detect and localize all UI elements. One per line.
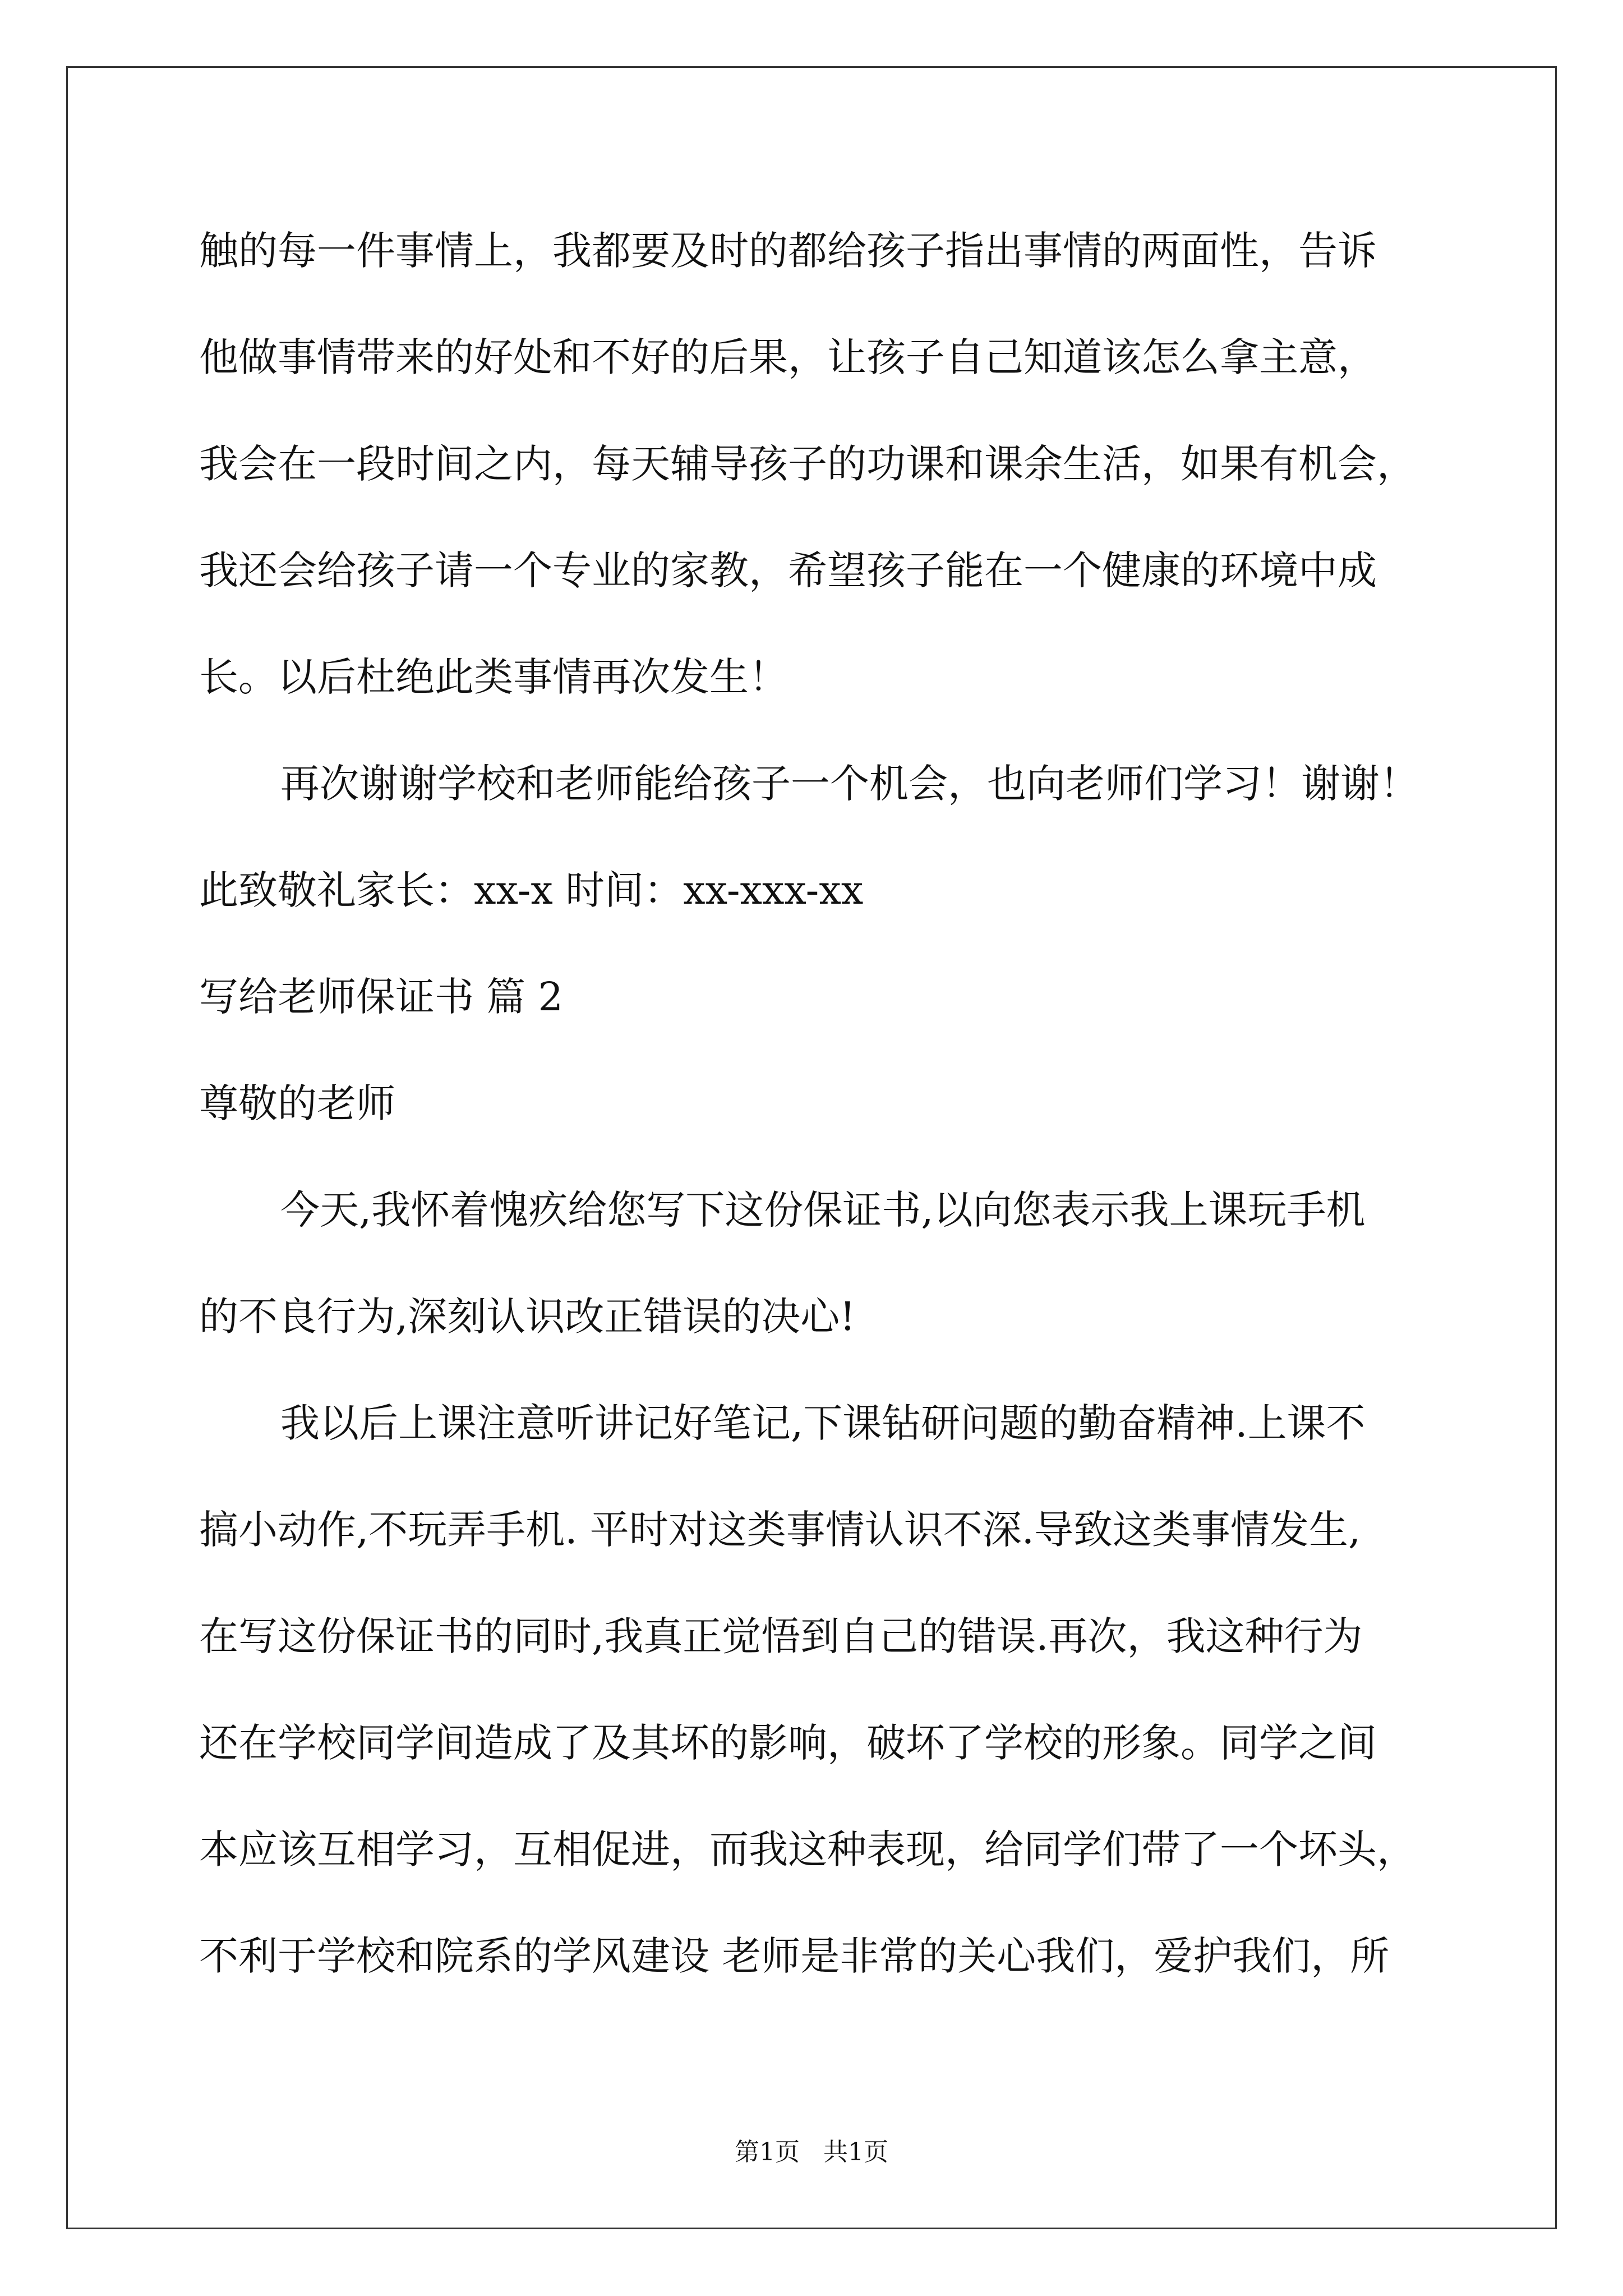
section-heading: 写给老师保证书 篇 2 bbox=[199, 974, 564, 1020]
paragraph-first-line: 再次谢谢学校和老师能给孩子一个机会，也向老师们学习！谢谢！ bbox=[280, 761, 1419, 807]
closing-line: 此致敬礼家长：xx-x 时间：xx-xxx-xx bbox=[199, 867, 864, 913]
body-line: 不利于学校和院系的学风建设 老师是非常的关心我们，爱护我们，所 bbox=[199, 1933, 1390, 1979]
body-line: 本应该互相学习，互相促进，而我这种表现，给同学们带了一个坏头， bbox=[199, 1826, 1416, 1872]
body-line: 还在学校同学间造成了及其坏的影响，破坏了学校的形象。同学之间 bbox=[199, 1720, 1377, 1766]
paragraph-first-line: 我以后上课注意听讲记好笔记,下课钻研问题的勤奋精神.上课不 bbox=[280, 1400, 1366, 1446]
paragraph-first-line: 今天,我怀着愧疚给您写下这份保证书,以向您表示我上课玩手机 bbox=[280, 1187, 1366, 1233]
salutation: 尊敬的老师 bbox=[199, 1080, 395, 1126]
page-number-footer: 第1页 共1页 bbox=[735, 2138, 888, 2166]
body-line: 在写这份保证书的同时,我真正觉悟到自己的错误.再次，我这种行为 bbox=[199, 1613, 1363, 1659]
body-line: 搞小动作,不玩弄手机. 平时对这类事情认识不深.导致这类事情发生, bbox=[199, 1507, 1361, 1553]
page-border bbox=[66, 66, 1557, 2229]
body-line: 触的每一件事情上，我都要及时的都给孩子指出事情的两面性，告诉 bbox=[199, 228, 1377, 274]
body-line: 我还会给孩子请一个专业的家教，希望孩子能在一个健康的环境中成 bbox=[199, 547, 1377, 593]
body-line: 我会在一段时间之内，每天辅导孩子的功课和课余生活，如果有机会， bbox=[199, 441, 1416, 487]
body-line: 长。以后杜绝此类事情再次发生！ bbox=[199, 654, 788, 700]
body-line: 的不良行为,深刻认识改正错误的决心! bbox=[199, 1294, 856, 1340]
body-line: 他做事情带来的好处和不好的后果，让孩子自己知道该怎么拿主意， bbox=[199, 334, 1377, 380]
